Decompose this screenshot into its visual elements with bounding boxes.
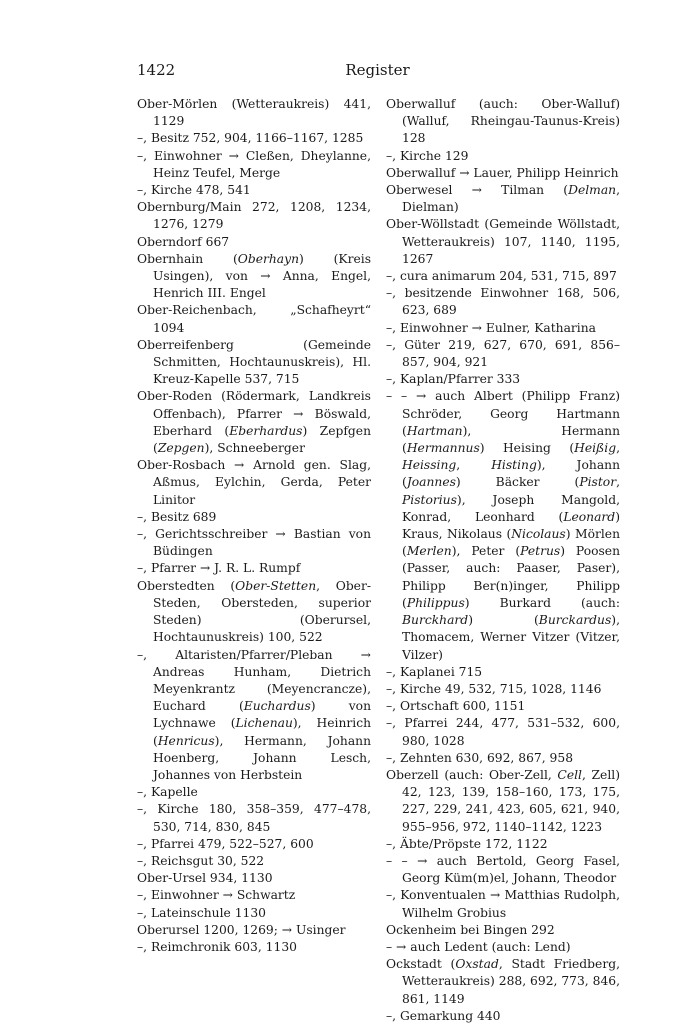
index-column-left xyxy=(137,96,371,956)
index-entry: –, Besitz 689 xyxy=(137,509,217,524)
index-entry: –, Reimchronik 603, 1130 xyxy=(137,939,297,954)
index-column-right xyxy=(386,96,620,1025)
index-entry: –, Kirche 180, 358–359, 477–478, 530, 714, 830, 845 xyxy=(137,802,371,834)
index-entry: –, Ortschaft 600, 1151 xyxy=(386,699,526,714)
index-entry: Oberwesel → Tilman (Delman, Dielman) xyxy=(386,183,620,215)
index-entry: Oberwalluf (auch: Ober-Walluf) (Walluf, Rheingau-Taunus-Kreis) 128 xyxy=(386,97,620,146)
index-entry: –, Güter 219, 627, 670, 691, 856–857, 904, 921 xyxy=(386,337,620,370)
index-entry: –, Zehnten 630, 692, 867, 958 xyxy=(386,750,574,765)
index-entry: –, Kapelle xyxy=(137,785,198,800)
index-entry: Oberreifenberg (Gemeinde Schmitten, Hochtaunuskreis), Hl. Kreuz-Kapelle 537, 715 xyxy=(137,337,371,387)
index-entry: Oberstedten (Ober-Stetten, Ober-Steden, Obersteden, superior Steden) (Oberursel, Hochtaunuskreis) 100, 522 xyxy=(137,578,371,645)
index-entry: Oberursel 1200, 1269; → Usinger xyxy=(137,922,346,937)
index-entry: Ober-Mörlen (Wetteraukreis) 441, 1129 xyxy=(137,97,371,129)
index-entry: –, Einwohner → Cleßen, Dheylanne, Heinz Teufel, Merge xyxy=(137,148,371,180)
running-header-title: Register xyxy=(345,61,410,79)
index-entry: –, Äbte/Pröpste 172, 1122 xyxy=(386,836,548,851)
index-entry: Ober-Ursel 934, 1130 xyxy=(137,871,273,886)
index-entry: Ober-Reichenbach, „Schafheyrt“ 1094 xyxy=(137,303,371,335)
index-entry: –, Pfarrer → J. R. L. Rumpf xyxy=(137,561,301,576)
index-entry: –, Besitz 752, 904, 1166–1167, 1285 xyxy=(137,131,364,146)
index-entry: –, Pfarrei 244, 477, 531–532, 600, 980, 1028 xyxy=(386,716,620,748)
index-entry: Ober-Wöllstadt (Gemeinde Wöllstadt, Wetteraukreis) 107, 1140, 1195, 1267 xyxy=(386,217,620,266)
index-entry: –, besitzende Einwohner 168, 506, 623, 689 xyxy=(386,286,620,318)
page-number: 1422 xyxy=(137,61,176,79)
index-entry: –, Kirche 129 xyxy=(386,148,469,163)
index-entry: –, Reichsgut 30, 522 xyxy=(137,853,265,868)
index-entry: Ober-Roden (Rödermark, Landkreis Offenbach), Pfarrer → Böswald, Eberhard (Eberhardus) Zepfgen (Zepgen), Schneeberger xyxy=(137,389,371,456)
index-entry: –, Einwohner → Schwartz xyxy=(137,888,296,903)
index-entry: –, Gerichtsschreiber → Bastian von Büdingen xyxy=(137,527,371,559)
index-entry: –, cura animarum 204, 531, 715, 897 xyxy=(386,269,617,284)
index-entry: Oberzell (auch: Ober-Zell, Cell, Zell) 42, 123, 139, 158–160, 173, 175, 227, 229, 241, 423, 605, 621, 940, 955–956, 972, 1140–1142, 1223 xyxy=(386,767,620,834)
index-entry: – – → auch Albert (Philipp Franz) Schröder, Georg Hartmann (Hartman), Hermann (Hermannus) Heising (Heißig, Heissing, Histing), Johann (Joannes) Bäcker (Pistor, Pistorius), Joseph Mangold, Konrad, Leonhard (Leonard) Kraus, Nikolaus (Nicolaus) Mörlen (Merlen), Peter (Petrus) Poosen (Passer, auch: Paaser, Paser), Philipp Ber(n)inger, Philipp (Philippus) Burkard (auch: Burckhard) (Burckardus), Thomacem, Werner Vitzer (Vitzer, Vilzer) xyxy=(386,389,621,662)
index-entry: Obernburg/Main 272, 1208, 1234, 1276, 1279 xyxy=(137,200,371,232)
index-entry: –, Gemarkung 440 xyxy=(386,1008,501,1023)
index-entry: –, Pfarrei 479, 522–527, 600 xyxy=(137,836,314,851)
index-entry: Obernhain (Oberhayn) (Kreis Usingen), von → Anna, Engel, Henrich III. Engel xyxy=(137,251,372,301)
index-entry: –, Kirche 478, 541 xyxy=(137,183,251,198)
index-entry: – – → auch Bertold, Georg Fasel, Georg Küm(m)el, Johann, Theodor xyxy=(386,853,620,886)
index-entry: Ober-Rosbach → Arnold gen. Slag, Aßmus, Eylchin, Gerda, Peter Linitor xyxy=(137,458,371,507)
index-entry: Ockstadt (Oxstad, Stadt Friedberg, Wetteraukreis) 288, 692, 773, 846, 861, 1149 xyxy=(386,957,621,1006)
index-entry: –, Kirche 49, 532, 715, 1028, 1146 xyxy=(386,681,602,696)
index-entry: Ockenheim bei Bingen 292 xyxy=(386,922,555,937)
index-entry: –, Lateinschule 1130 xyxy=(137,905,266,920)
index-entry: – → auch Ledent (auch: Lend) xyxy=(386,939,571,954)
index-entry: Oberwalluf → Lauer, Philipp Heinrich xyxy=(386,165,619,180)
index-entry: Oberndorf 667 xyxy=(137,234,230,249)
index-entry: –, Konventualen → Matthias Rudolph, Wilhelm Grobius xyxy=(386,888,620,920)
index-entry: –, Einwohner → Eulner, Katharina xyxy=(386,320,596,335)
index-entry: –, Kaplan/Pfarrer 333 xyxy=(386,372,521,387)
index-entry: –, Altaristen/Pfarrer/Pleban → Andreas Hunham, Dietrich Meyenkrantz (Meyencrancze), Euchard (Euchardus) von Lychnawe (Lichenau), Heinrich (Henricus), Hermann, Johann Hoenberg, Johann Lesch, Johannes von Herbstein xyxy=(137,647,372,782)
index-entry: –, Kaplanei 715 xyxy=(386,664,483,679)
